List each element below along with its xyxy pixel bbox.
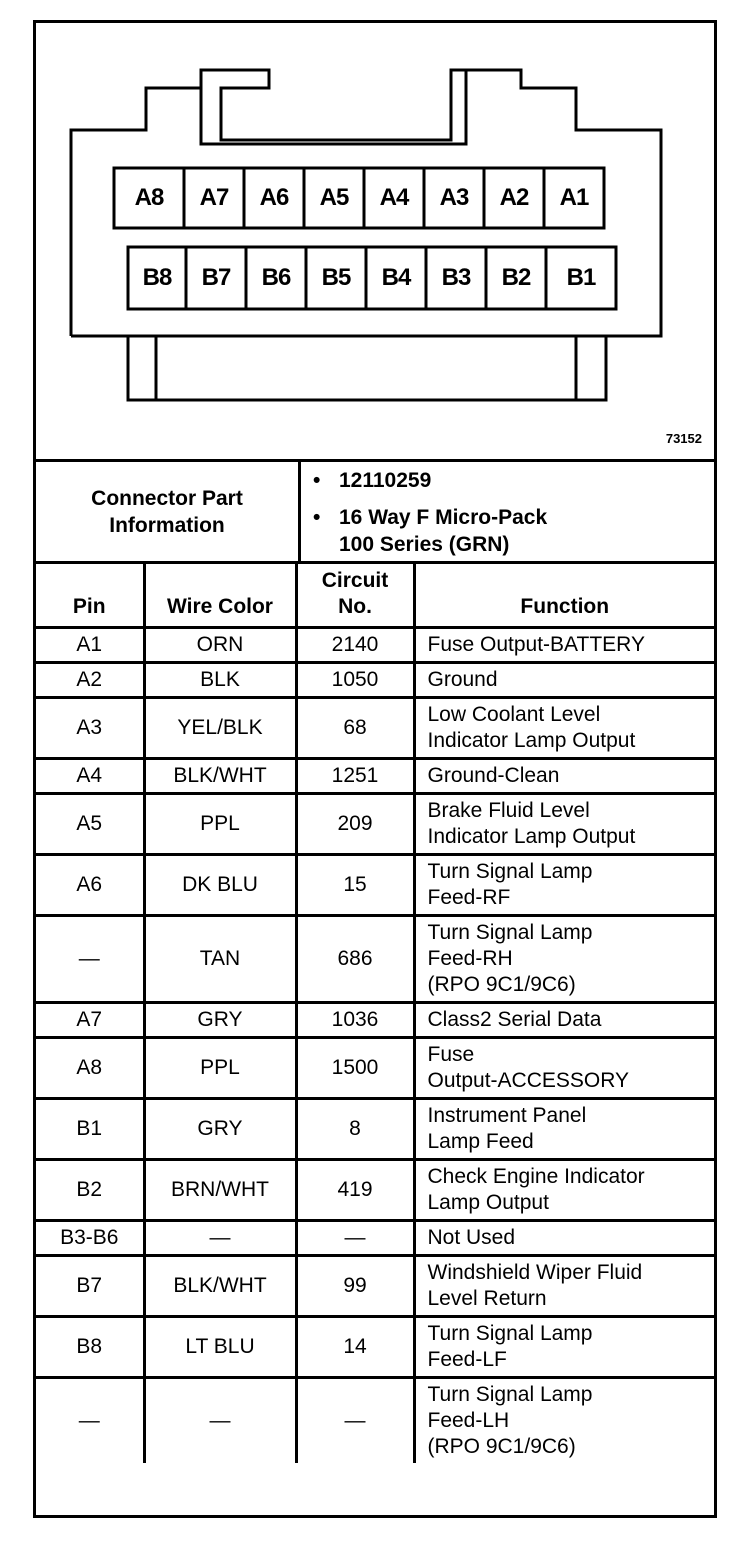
wire-color-cell: LT BLU xyxy=(144,1317,296,1378)
function-line: Not Used xyxy=(427,1226,516,1249)
wire-color-cell: BLK/WHT xyxy=(144,759,296,794)
function-line: Indicator Lamp Output xyxy=(427,729,636,752)
connector-info-label: Connector Part Information xyxy=(36,461,300,563)
table-row xyxy=(36,855,714,916)
wire-color-cell: — xyxy=(144,1378,296,1464)
connector-outline xyxy=(36,23,714,459)
function-cell xyxy=(414,794,714,855)
pin-cell: A7 xyxy=(36,1003,144,1038)
description-line2: 100 Series (GRN) xyxy=(339,532,510,556)
wire-color-cell: GRY xyxy=(144,1099,296,1160)
pin-cell: B8 xyxy=(36,1317,144,1378)
function-line: Turn Signal Lamp xyxy=(427,860,593,883)
function-cell xyxy=(414,1099,714,1160)
pin-cell: B3-B6 xyxy=(36,1221,144,1256)
wire-color-cell: BLK/WHT xyxy=(144,1256,296,1317)
function-line: (RPO 9C1/9C6) xyxy=(427,1435,576,1458)
circuit-cell: — xyxy=(296,1221,414,1256)
table-row xyxy=(36,663,714,698)
circuit-cell: 99 xyxy=(296,1256,414,1317)
function-cell xyxy=(414,1221,714,1256)
function-line: Level Return xyxy=(427,1287,547,1310)
circuit-cell: 1500 xyxy=(296,1038,414,1099)
pin-label-b6: B6 xyxy=(261,264,291,291)
function-cell xyxy=(414,663,714,698)
function-cell xyxy=(414,1038,714,1099)
function-cell xyxy=(414,1003,714,1038)
pin-label-b1: B1 xyxy=(566,264,596,291)
table-row xyxy=(36,1256,714,1317)
pin-cell: A5 xyxy=(36,794,144,855)
wire-color-cell: YEL/BLK xyxy=(144,698,296,759)
circuit-cell: 1251 xyxy=(296,759,414,794)
pin-label-b8: B8 xyxy=(142,264,172,291)
connector-info-table xyxy=(36,459,714,562)
pin-label-a6: A6 xyxy=(259,184,289,211)
function-line: Turn Signal Lamp xyxy=(427,1383,593,1406)
function-line: Feed-RF xyxy=(427,886,511,909)
function-cell xyxy=(414,698,714,759)
pin-label-a5: A5 xyxy=(319,184,349,211)
pin-cell: B1 xyxy=(36,1099,144,1160)
pin-label-b3: B3 xyxy=(441,264,471,291)
table-row xyxy=(36,1003,714,1038)
table-row xyxy=(36,1160,714,1221)
function-line: Lamp Output xyxy=(427,1191,549,1214)
header-wire-color: Wire Color xyxy=(144,563,296,628)
circuit-cell: 1036 xyxy=(296,1003,414,1038)
function-line: Turn Signal Lamp xyxy=(427,1322,593,1345)
function-cell xyxy=(414,759,714,794)
table-row xyxy=(36,759,714,794)
function-line: Indicator Lamp Output xyxy=(427,825,636,848)
pin-cell: A3 xyxy=(36,698,144,759)
wire-color-cell: PPL xyxy=(144,1038,296,1099)
function-line: Feed-LH xyxy=(427,1409,510,1432)
pinout-table xyxy=(36,561,714,1463)
header-circuit xyxy=(296,563,414,628)
part-number: 12110259 xyxy=(339,468,432,492)
pin-label-b4: B4 xyxy=(381,264,411,291)
table-row xyxy=(36,1317,714,1378)
wire-color-cell: GRY xyxy=(144,1003,296,1038)
pin-cell: A8 xyxy=(36,1038,144,1099)
function-line: Low Coolant Level xyxy=(427,703,601,726)
bullet-1: • xyxy=(313,468,321,492)
description-line1: 16 Way F Micro-Pack xyxy=(339,505,548,529)
pin-cell: A2 xyxy=(36,663,144,698)
circuit-cell: 1050 xyxy=(296,663,414,698)
function-line: (RPO 9C1/9C6) xyxy=(427,973,576,996)
pin-cell: B7 xyxy=(36,1256,144,1317)
function-line: Class2 Serial Data xyxy=(427,1008,602,1031)
pin-label-a4: A4 xyxy=(379,184,409,211)
pin-label-a7: A7 xyxy=(199,184,229,211)
header-pin: Pin xyxy=(36,563,144,628)
table-row xyxy=(36,1378,714,1464)
pin-cell: — xyxy=(36,916,144,1003)
circuit-cell: 686 xyxy=(296,916,414,1003)
table-row xyxy=(36,628,714,663)
wire-color-cell: PPL xyxy=(144,794,296,855)
function-cell xyxy=(414,855,714,916)
wire-color-cell: BRN/WHT xyxy=(144,1160,296,1221)
table-row xyxy=(36,698,714,759)
function-line: Feed-RH xyxy=(427,947,513,970)
circuit-cell: 8 xyxy=(296,1099,414,1160)
table-row xyxy=(36,794,714,855)
wire-color-cell: BLK xyxy=(144,663,296,698)
table-row xyxy=(36,1038,714,1099)
pin-cell: A4 xyxy=(36,759,144,794)
circuit-cell: 68 xyxy=(296,698,414,759)
table-row xyxy=(36,1099,714,1160)
pin-label-a2: A2 xyxy=(499,184,529,211)
function-line: Instrument Panel xyxy=(427,1104,587,1127)
connector-info-values xyxy=(300,461,715,563)
function-line: Ground-Clean xyxy=(427,764,560,787)
header-function: Function xyxy=(414,563,714,628)
pin-label-b7: B7 xyxy=(201,264,231,291)
pin-label-a8: A8 xyxy=(134,184,164,211)
function-cell xyxy=(414,1256,714,1317)
circuit-cell: — xyxy=(296,1378,414,1464)
connector-diagram xyxy=(36,23,714,459)
bullet-2: • xyxy=(313,505,321,529)
pin-label-b5: B5 xyxy=(321,264,351,291)
function-cell xyxy=(414,1317,714,1378)
pin-cell: B2 xyxy=(36,1160,144,1221)
pin-cell: — xyxy=(36,1378,144,1464)
table-row xyxy=(36,916,714,1003)
function-line: Output-ACCESSORY xyxy=(427,1069,630,1092)
function-line: Windshield Wiper Fluid xyxy=(427,1261,643,1284)
function-cell xyxy=(414,628,714,663)
pin-cell: A1 xyxy=(36,628,144,663)
table-row xyxy=(36,1221,714,1256)
header-circuit-line1: Circuit xyxy=(321,569,389,592)
header-circuit-line2: No. xyxy=(338,595,372,618)
pin-label-a3: A3 xyxy=(439,184,469,211)
circuit-cell: 2140 xyxy=(296,628,414,663)
circuit-cell: 14 xyxy=(296,1317,414,1378)
circuit-cell: 15 xyxy=(296,855,414,916)
pinout-rows xyxy=(36,628,714,1464)
function-line: Turn Signal Lamp xyxy=(427,921,593,944)
circuit-cell: 209 xyxy=(296,794,414,855)
function-line: Check Engine Indicator xyxy=(427,1165,645,1188)
function-cell xyxy=(414,1378,714,1464)
function-line: Brake Fluid Level xyxy=(427,799,590,822)
pin-label-b2: B2 xyxy=(501,264,531,291)
function-line: Fuse xyxy=(427,1043,475,1066)
pin-label-a1: A1 xyxy=(559,184,589,211)
function-line: Ground xyxy=(427,668,498,691)
wire-color-cell: DK BLU xyxy=(144,855,296,916)
circuit-cell: 419 xyxy=(296,1160,414,1221)
wire-color-cell: — xyxy=(144,1221,296,1256)
function-line: Fuse Output-BATTERY xyxy=(427,633,645,656)
function-cell xyxy=(414,916,714,1003)
function-cell xyxy=(414,1160,714,1221)
function-line: Feed-LF xyxy=(427,1348,507,1371)
figure-number: 73152 xyxy=(665,431,702,446)
pin-cell: A6 xyxy=(36,855,144,916)
function-line: Lamp Feed xyxy=(427,1130,534,1153)
wire-color-cell: ORN xyxy=(144,628,296,663)
document-frame xyxy=(33,20,717,1518)
wire-color-cell: TAN xyxy=(144,916,296,1003)
